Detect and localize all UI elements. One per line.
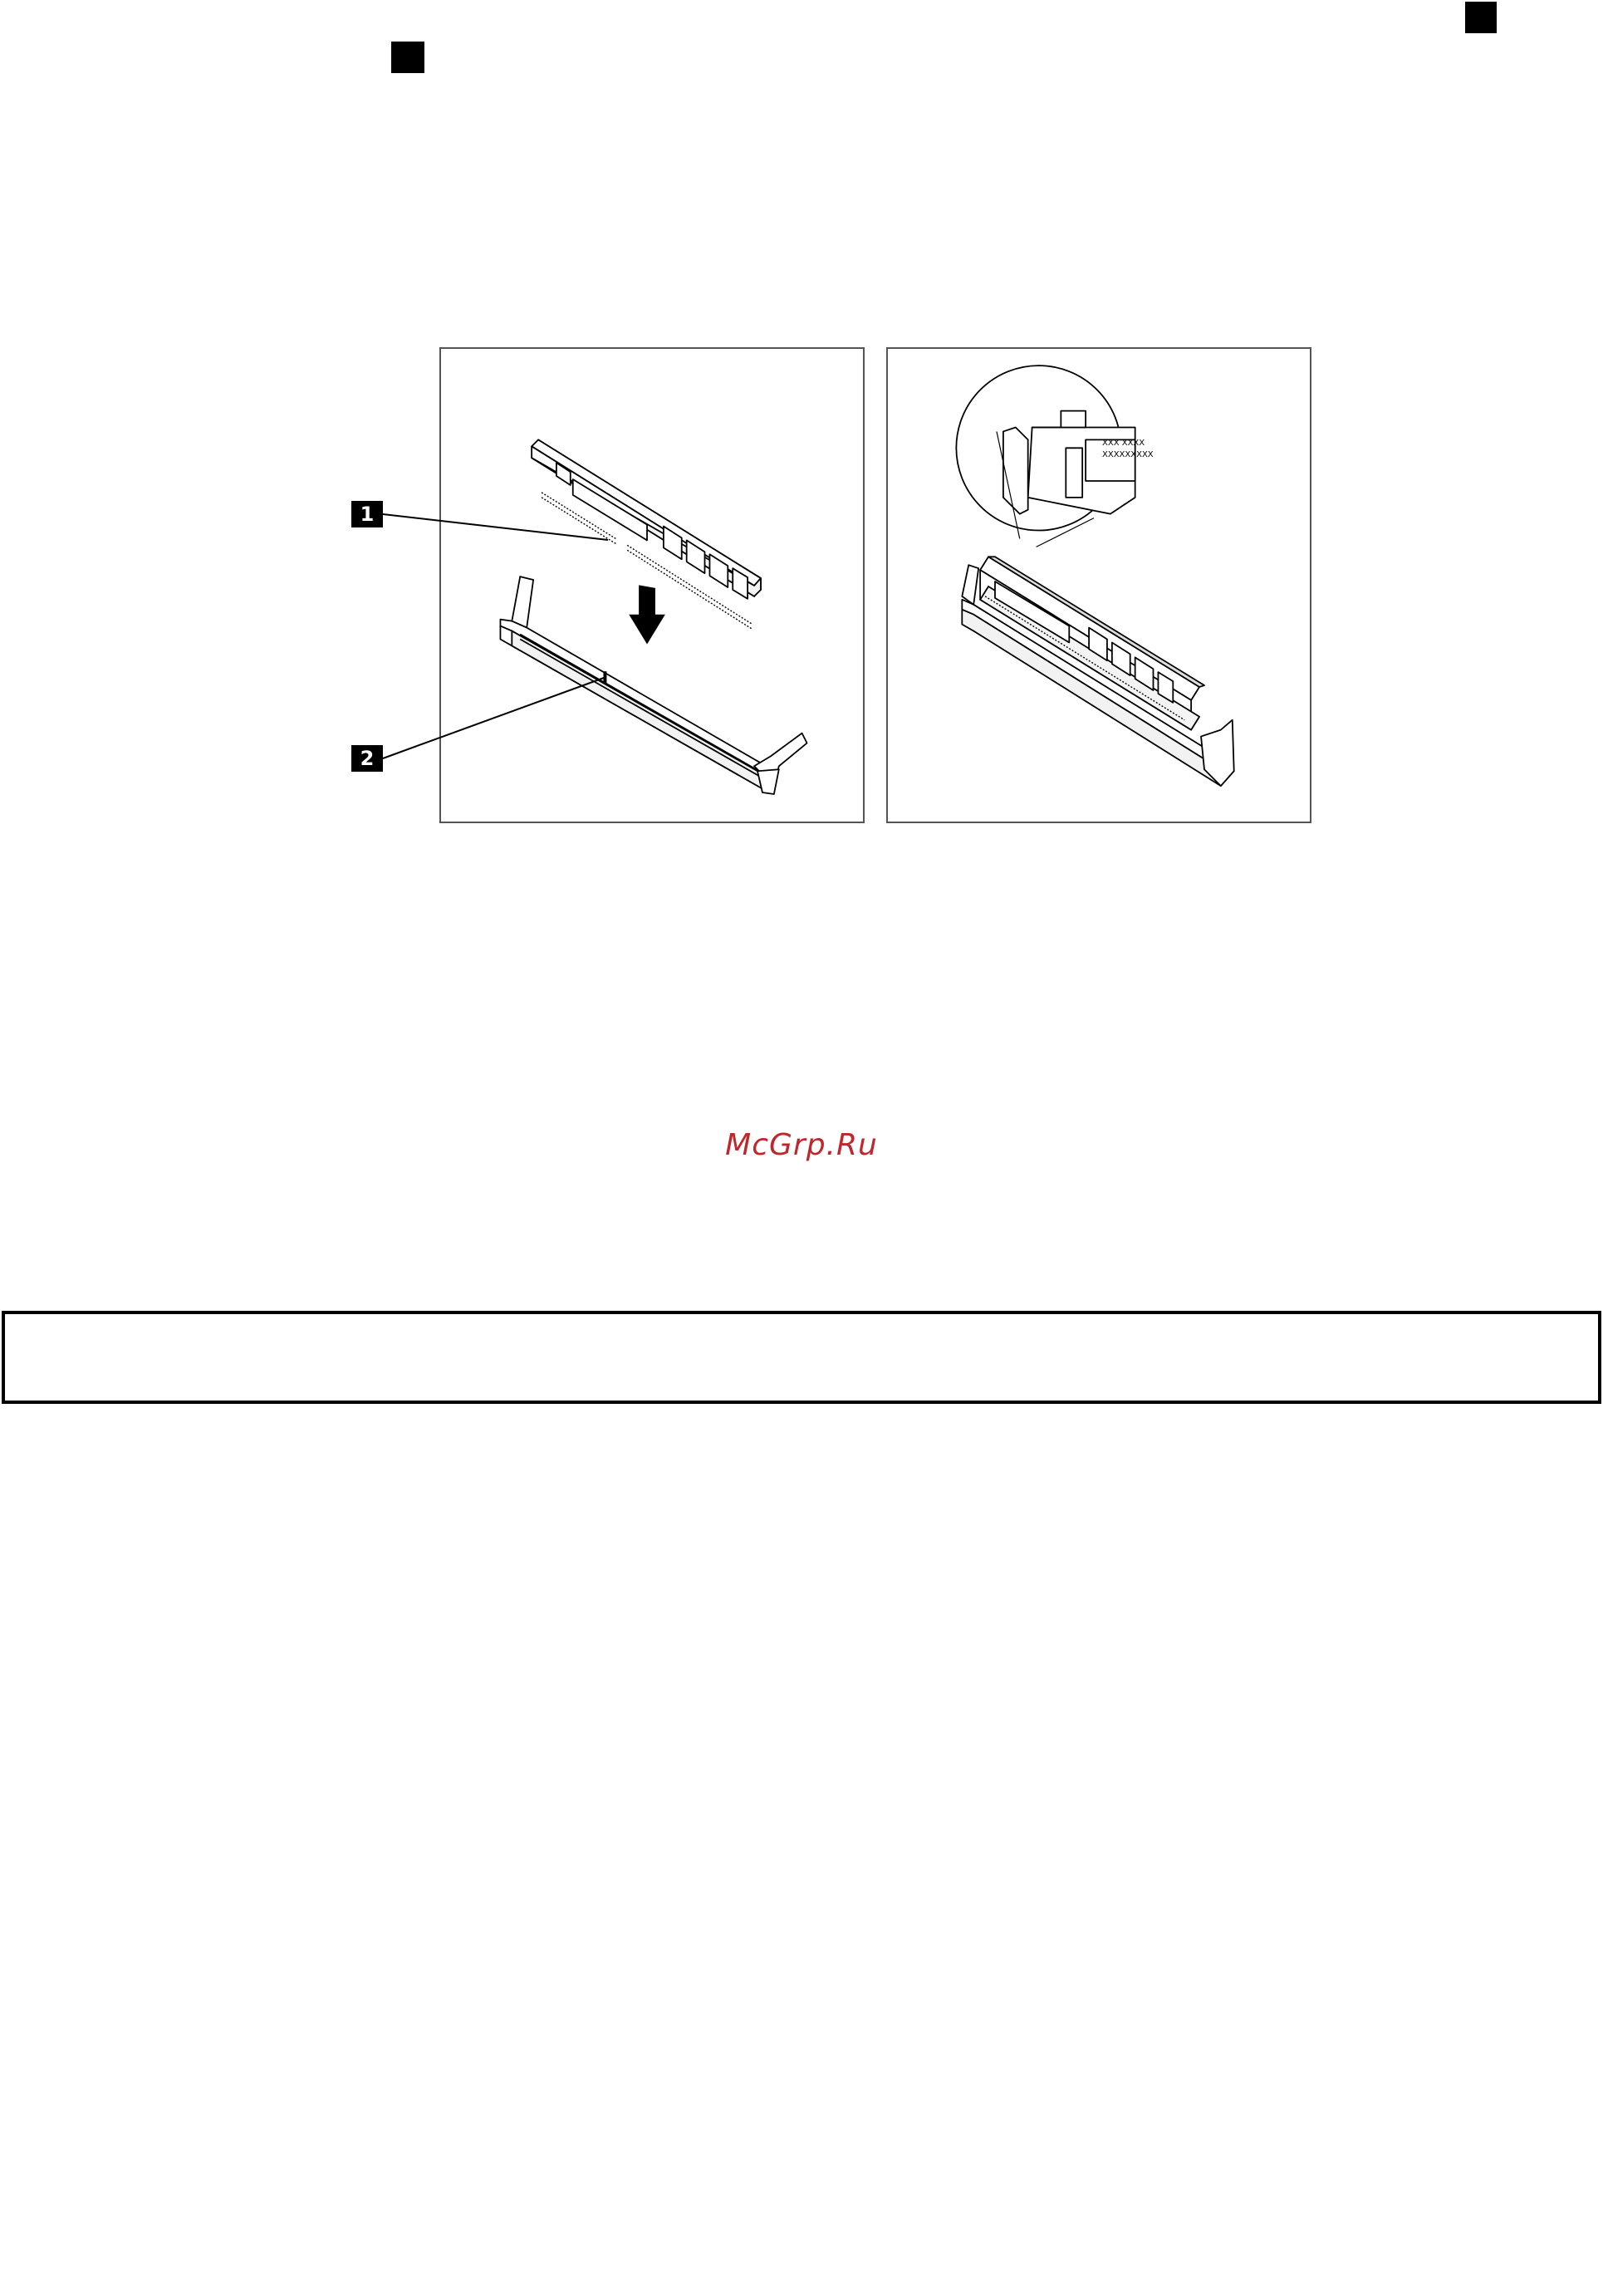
marker-square-right [1465,2,1497,33]
figure-panel-installed [886,347,1311,823]
figure-panel-insert [439,347,865,823]
watermark: McGrp.Ru [725,1128,878,1162]
chip-label-line2: XXXXXXXXX [1102,450,1154,459]
callout-2: 2 [351,745,383,772]
callout-1: 1 [351,501,383,527]
memory-insert-illustration [441,349,863,822]
chip-label-line1: XXX XXXX [1102,439,1145,448]
memory-installed-illustration [888,349,1310,822]
marker-square-left [391,42,424,73]
note-box [2,1311,1601,1404]
